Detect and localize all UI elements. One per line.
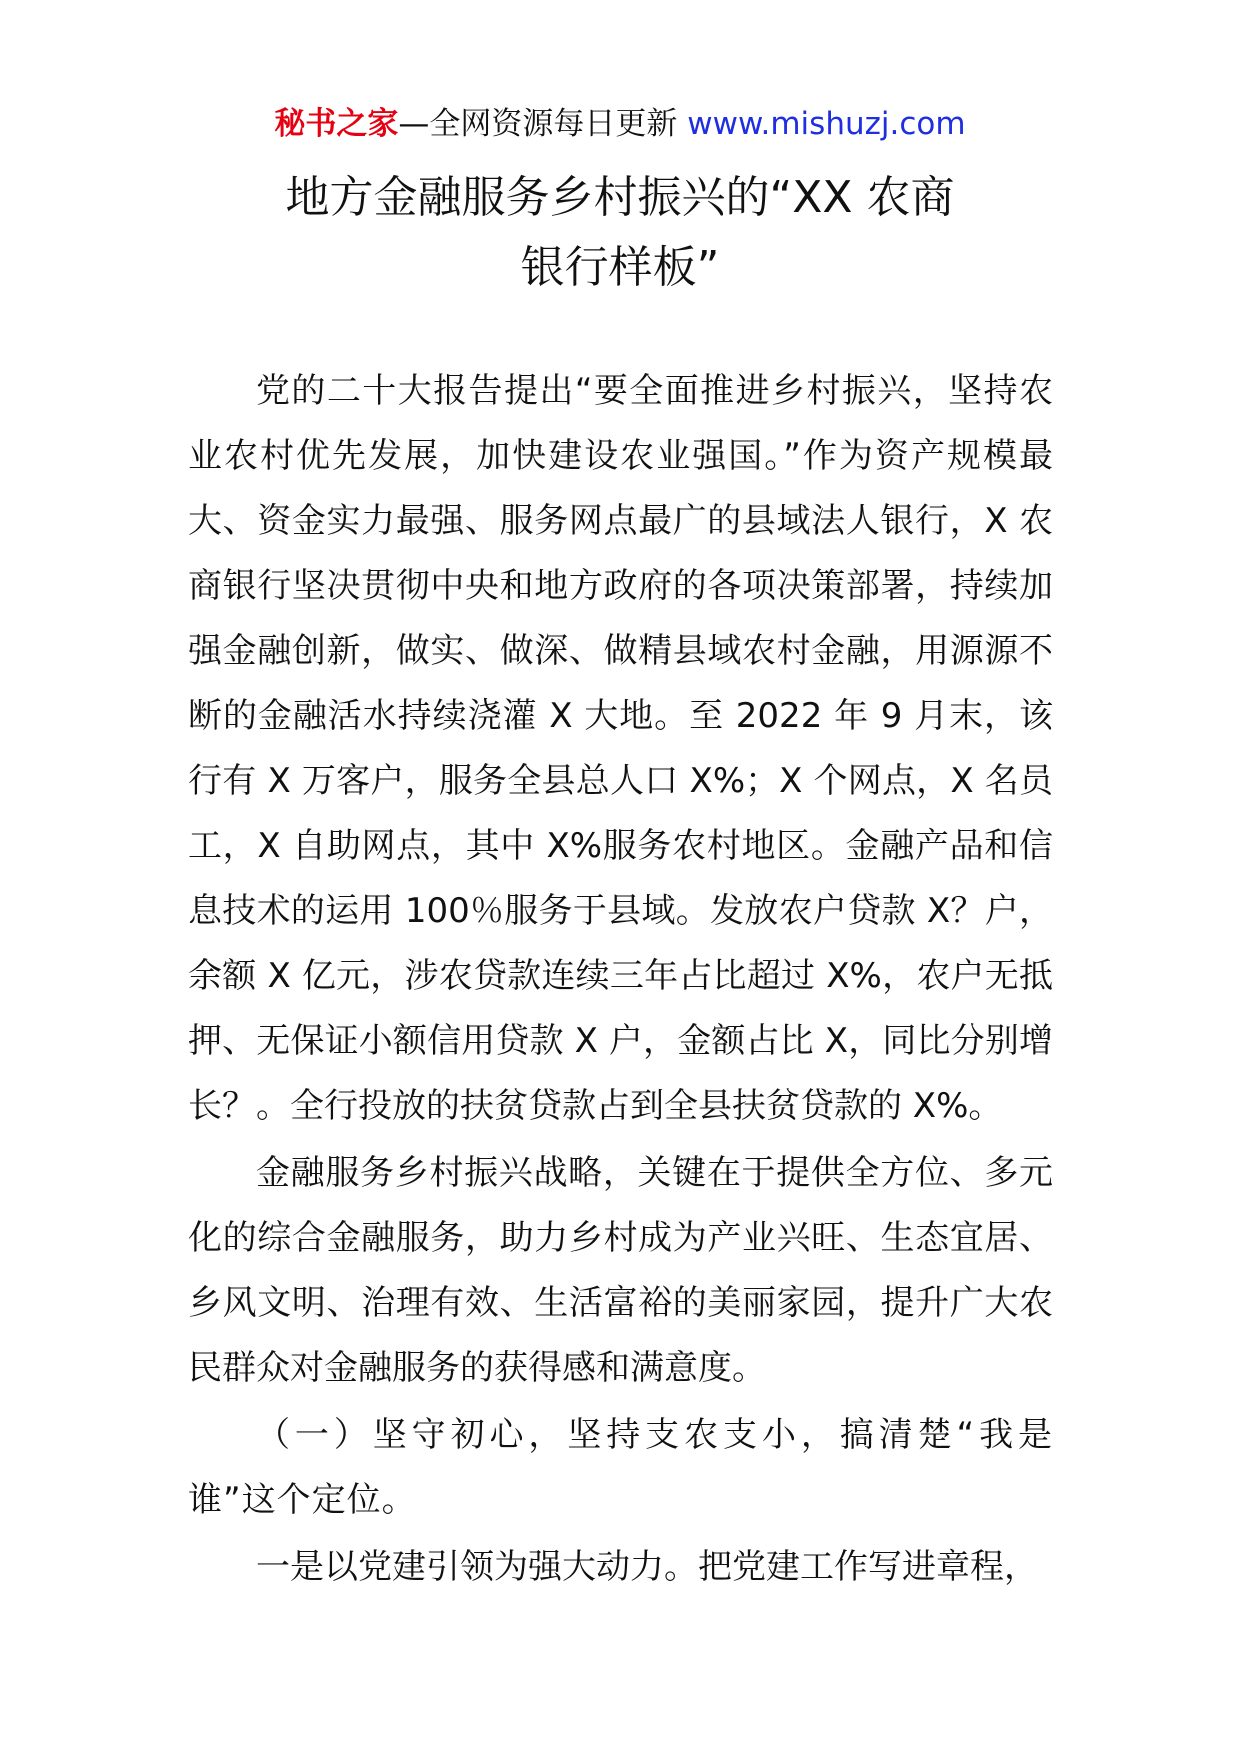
- section-heading-1: （一）坚守初心，坚持支农支小，搞清楚“我是谁”这个定位。: [188, 1415, 1053, 1520]
- paragraph-strategy: 金融服务乡村振兴战略，关键在于提供全方位、多元化的综合金融服务，助力乡村成为产业兴旺、生态宜居、乡风文明、治理有效、生活富裕的美丽家园，提升广大农民群众对金融服务的获得感和满意度。: [188, 1153, 1053, 1388]
- document-title: [0, 163, 1240, 303]
- paragraph-party-building: 一是以党建引领为强大动力。把党建工作写进章程，: [256, 1547, 1038, 1587]
- paragraph-intro: 党的二十大报告提出“要全面推进乡村振兴，坚持农业农村优先发展，加快建设农业强国。”作为资产规模最大、资金实力最强、服务网点最广的县域法人银行，X 农商银行坚决贯彻中央和地方政府的各项决策部署，持续加强金融创新，做实、做深、做精县域农村金融，用源源不断的金融活水持续浇灌 X 大地。至 2022 年 9 月末，该行有 X 万客户，服务全县总人口 X%；X 个网点，X 名员工，X 自助网点，其中 X%服务农村地区。金融产品和信息技术的运用 100％服务于县域。发放农户贷款 X？户，余额 X 亿元，涉农贷款连续三年占比超过 X%，农户无抵押、无保证小额信用贷款 X 户，金额占比 X，同比分别增长？。全行投放的扶贫贷款占到全县扶贫贷款的 X%。: [188, 371, 1053, 1126]
- title-line-2: 银行样板”: [520, 242, 720, 293]
- website-link[interactable]: www.mishuzj.com: [687, 106, 966, 142]
- brand-name: 秘书之家: [274, 106, 399, 142]
- document-body: [188, 359, 1053, 1602]
- title-line-1: 地方金融服务乡村振兴的“XX 农商: [285, 172, 955, 223]
- page-header: [0, 100, 1240, 148]
- header-tagline: —全网资源每日更新: [398, 106, 688, 142]
